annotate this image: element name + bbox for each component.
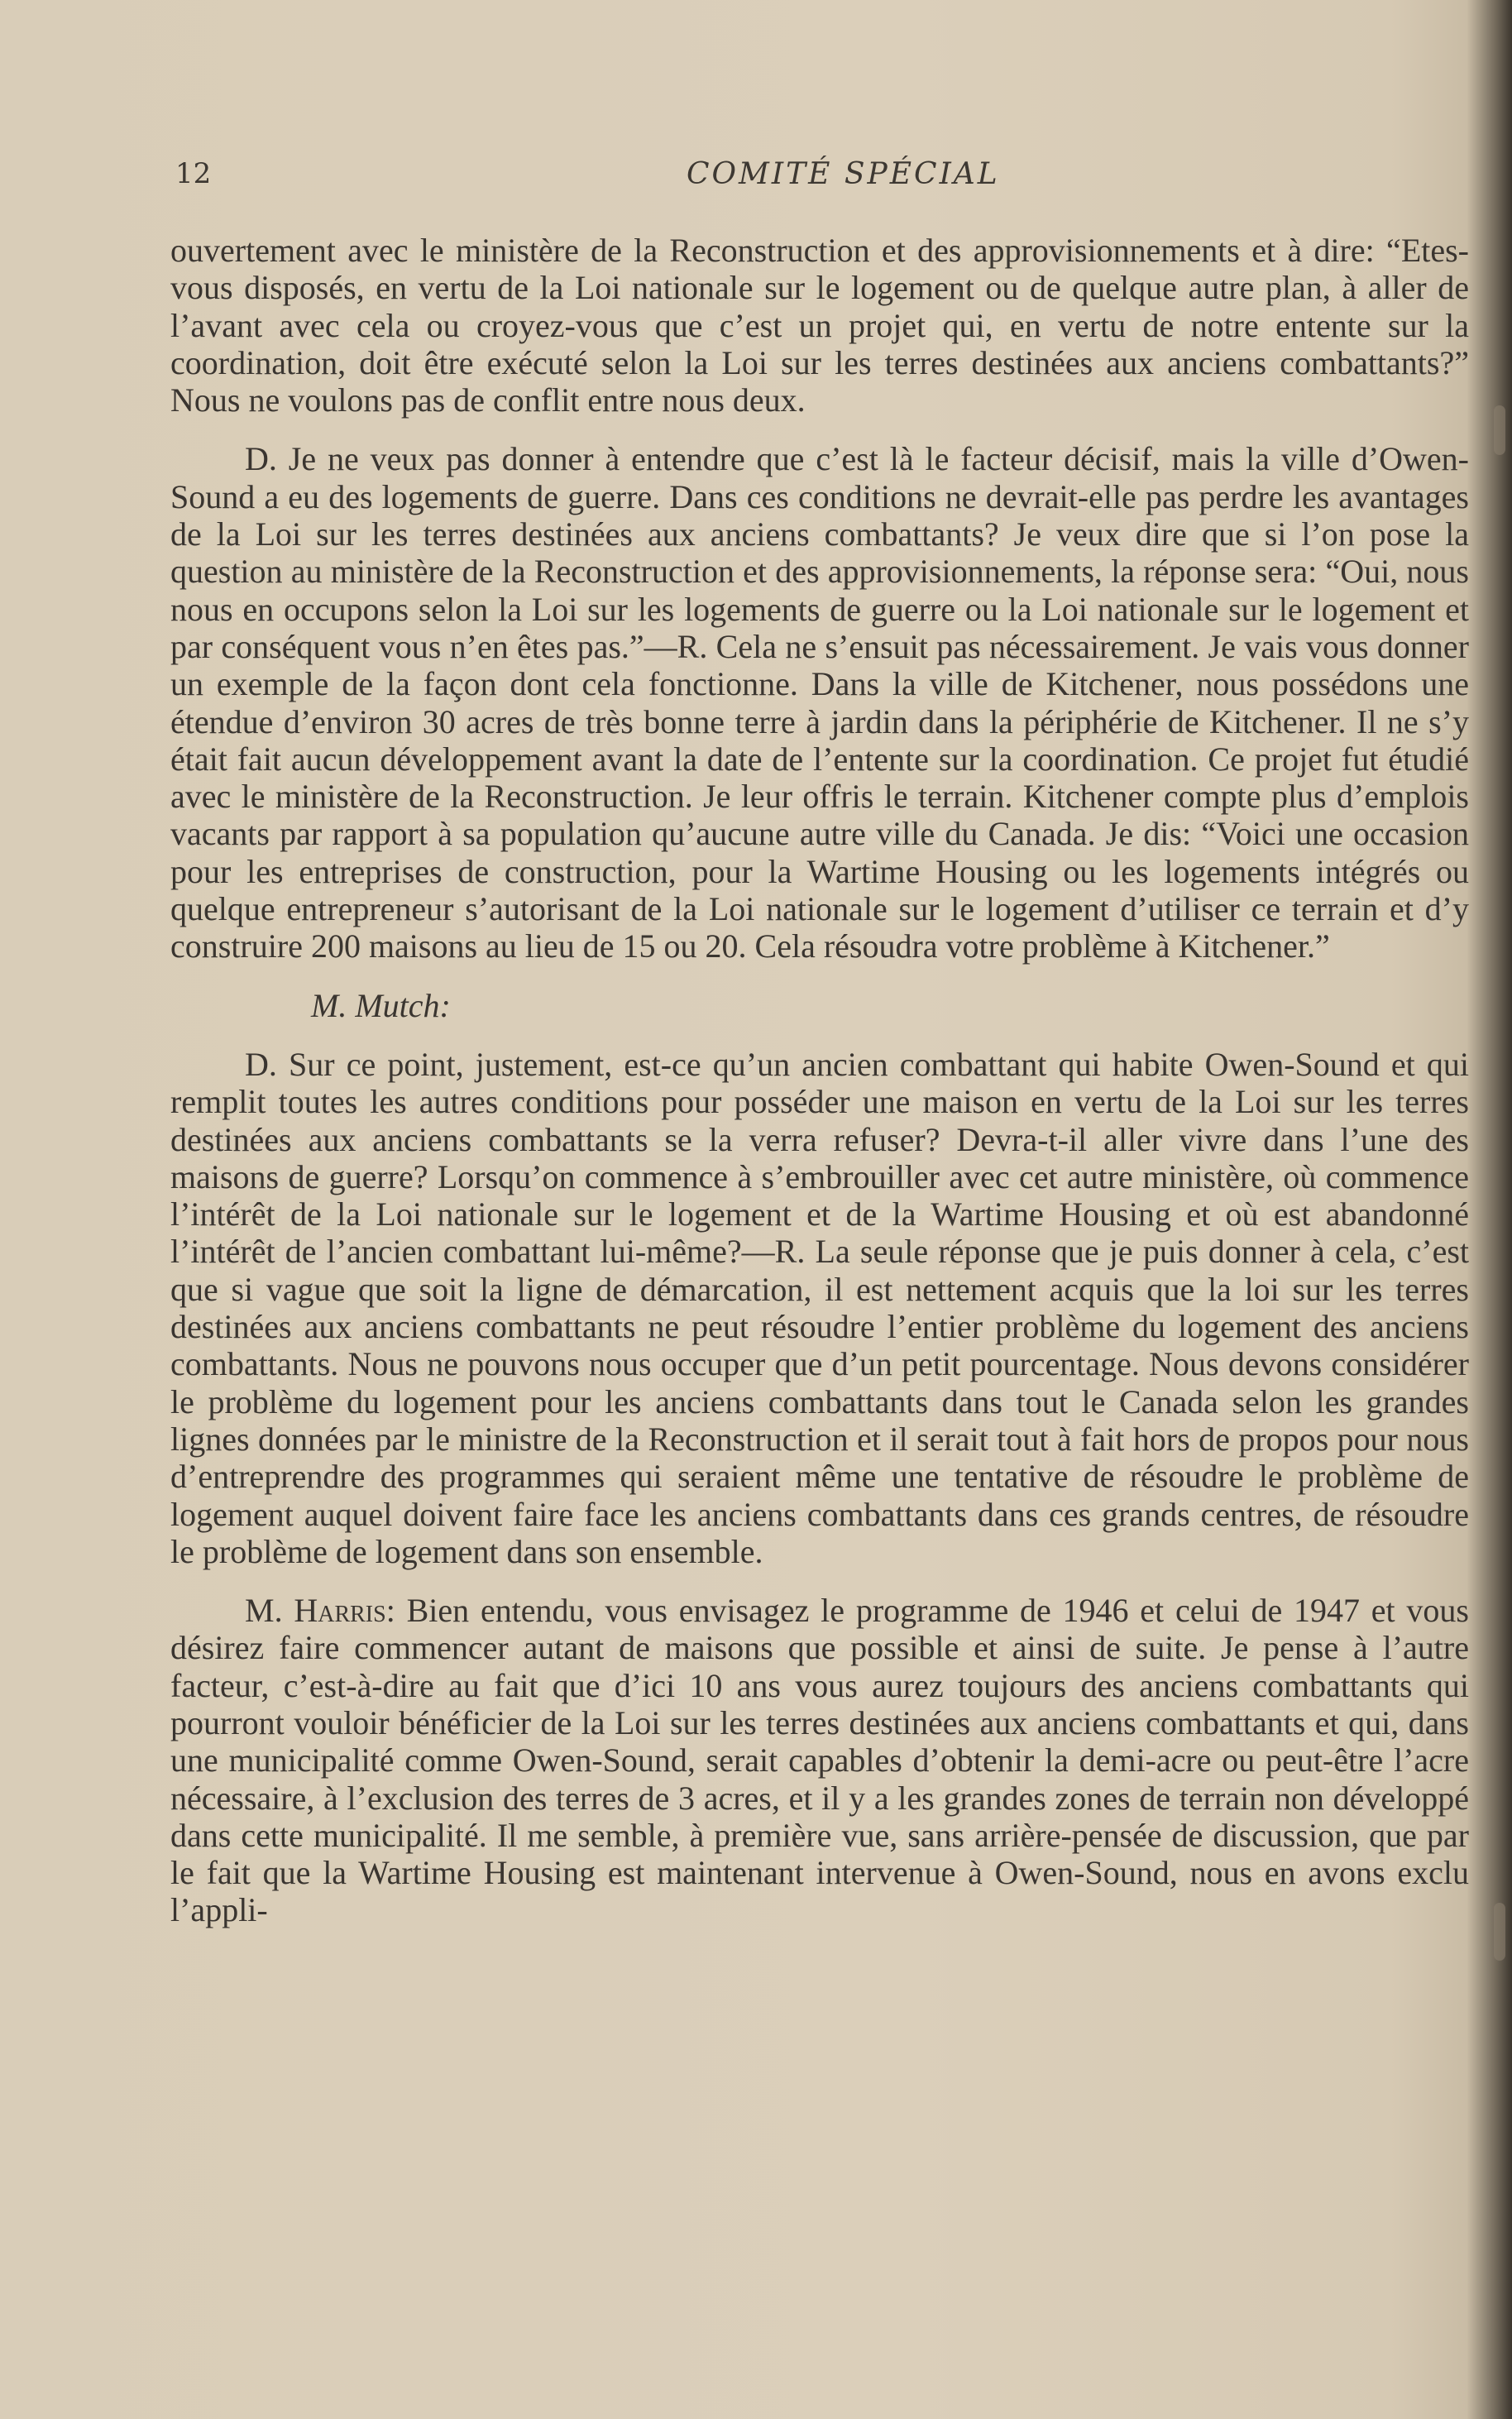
binding-mark-upper — [1494, 405, 1505, 455]
paragraph-harris — [170, 1592, 1469, 1929]
body-text — [170, 232, 1469, 1951]
paragraph-harris-text: Bien entendu, vous envisagez le programme de 1946 et celui de 1947 et vous désirez faire commencer autant de maisons que possible et ainsi de suite. Je pense à l’autre facteur, c’est-à-dire au fait que d’ici 10 ans vous aurez toujours des anciens combattants qui pourront vouloir bénéficier de la Loi sur les terres destinées aux anciens combattants et qui, dans une municipalité comme Owen-Sound, serait capables d’obtenir la demi-acre ou peut-être l’acre nécessaire, à l’exclusion des terres de 3 acres, et il y a les grandes zones de terrain non développé dans cette municipalité. Il me semble, à première vue, sans arrière-pensée de discussion, que par le fait que la Wartime Housing est maintenant intervenue à Owen-Sound, nous en avons exclu l’appli- — [170, 1592, 1469, 1929]
page-number: 12 — [175, 157, 212, 190]
paragraph-mutch-question: D. Sur ce point, justement, est-ce qu’un ancien combattant qui habite Owen-Sound et qui remplit toutes les autres conditions pour posséder une maison en vertu de la Loi sur les terres destinées aux anciens combattants se la verra refuser? Devra-t-il aller vivre dans l’une des maisons de guerre? Lorsqu’on commence à s’embrouiller avec cet autre ministère, où commence l’intérêt de la Loi nationale sur le logement et de la Wartime Housing et où est abandonné l’intérêt de l’ancien combattant lui-même?—R. La seule réponse que je puis donner à cela, c’est que si vague que soit la ligne de démarcation, il est nettement acquis que la loi sur les terres destinées aux anciens combattants ne peut résoudre l’entier problème du logement des anciens combattants. Nous ne pouvons nous occuper que d’un petit pourcentage. Nous devons considérer le problème du logement pour les anciens combattants dans tout le Canada selon les grandes lignes données par le ministre de la Reconstruction et il serait tout à fait hors de propos pour nous d’entreprendre des programmes qui seraient même une tentative de résoudre le problème de logement auquel doivent faire face les anciens combattants dans ces grands centres, de résoudre le problème de logement dans son ensemble. — [170, 1045, 1469, 1570]
running-head — [0, 157, 1512, 199]
paragraph-continuation: ouvertement avec le ministère de la Reconstruction et des approvisionnements et à dire: “Etes-vous disposés, en vertu de la Loi nationale sur le logement ou de quelque autre plan, à aller de l’avant avec cela ou croyez-vous que c’est un projet qui, en vertu de notre entente sur la coordination, doit être exécuté selon la Loi sur les terres destinées aux anciens combattants?” Nous ne voulons pas de conflit entre nous deux. — [170, 232, 1469, 419]
speaker-heading-mutch: M. Mutch: — [311, 986, 451, 1024]
paragraph-question-owen-sound: D. Je ne veux pas donner à entendre que c’est là le facteur décisif, mais la ville d’Owen-Sound a eu des logements de guerre. Dans ces conditions ne devrait-elle pas perdre les avantages de la Loi sur les terres destinées aux anciens combattants? Je veux dire que si l’on pose la question au ministère de la Reconstruction et des approvisionnements, la réponse sera: “Oui, nous nous en occupons selon la Loi sur les logements de guerre ou la Loi nationale sur le logement et par conséquent vous n’en êtes pas.”—R. Cela ne s’ensuit pas nécessairement. Je vais vous donner un exemple de la façon dont cela fonctionne. Dans la ville de Kitchener, nous possédons une étendue d’environ 30 acres de très bonne terre à jardin dans la périphérie de Kitchener. Il ne s’y était fait aucun développement avant la date de l’entente sur la coordination. Ce projet fut étudié avec le ministère de la Reconstruction. Je leur offris le terrain. Kitchener compte plus d’emplois vacants par rapport à sa population qu’aucune autre ville du Canada. Je dis: “Voici une occasion pour les entreprises de construction, pour la Wartime Housing ou les logements intégrés ou quelque entrepreneur s’autorisant de la Loi nationale sur le logement d’utiliser ce terrain et d’y construire 200 maisons au lieu de 15 ou 20. Cela résoudra votre problème à Kitchener.” — [170, 440, 1469, 965]
running-head-title: COMITÉ SPÉCIAL — [687, 157, 1000, 191]
binding-mark-lower — [1494, 1903, 1505, 1961]
speaker-name-harris: M. Harris: — [245, 1592, 395, 1630]
